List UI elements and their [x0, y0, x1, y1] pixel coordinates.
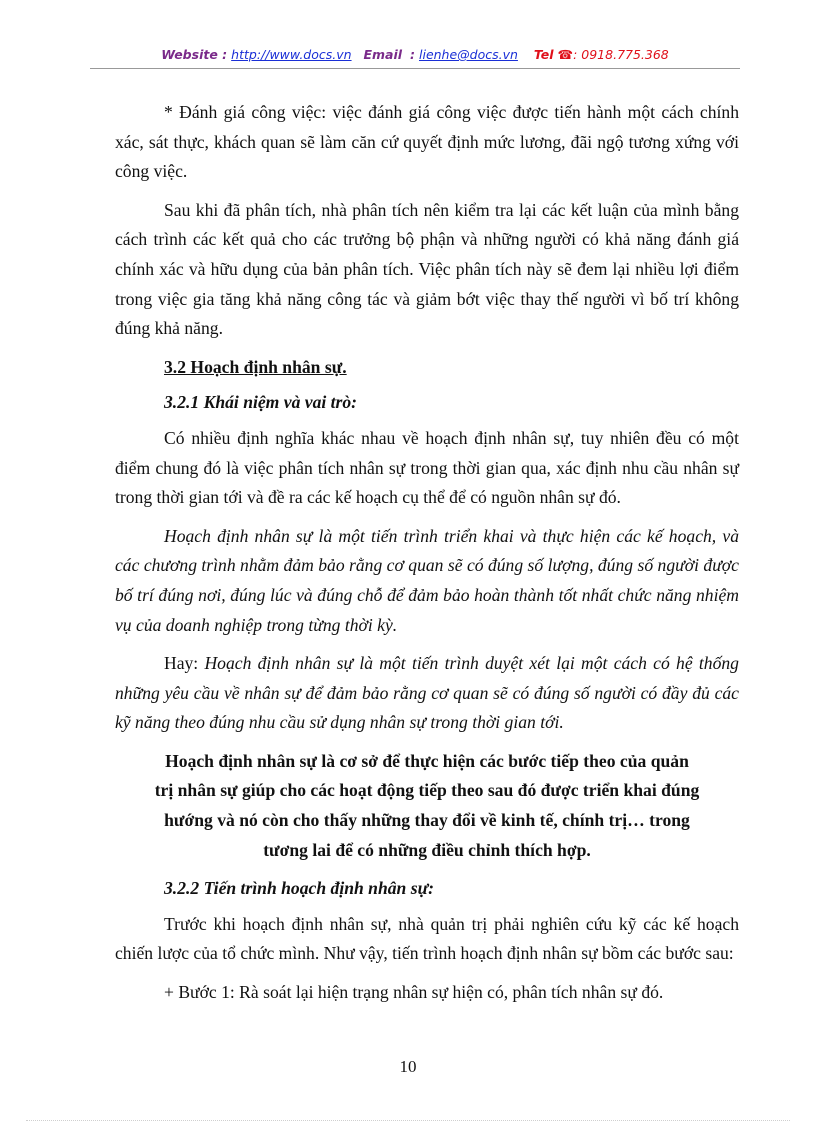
paragraph-definition-2 — [115, 649, 739, 738]
bold-summary-line: hướng và nó còn cho thấy những thay đổi về kinh tế, chính trị… trong — [164, 810, 690, 831]
page-body — [115, 98, 739, 1017]
header-divider — [90, 68, 740, 69]
subsection-heading-3-2-2: 3.2.2 Tiến trình hoạch định nhân sự: — [164, 878, 434, 899]
page-number: 10 — [399, 1057, 417, 1076]
tel-label: Tel — [533, 47, 554, 62]
paragraph-job-evaluation: * Đánh giá công việc: việc đánh giá công việc được tiến hành một cách chính xác, sát thực, khách quan sẽ làm căn cứ quyết định mức lương, đãi ngộ tương xứng với công việc. — [115, 102, 739, 182]
tel-number: : 0918.775.368 — [573, 47, 669, 62]
page-header — [90, 46, 740, 64]
website-link[interactable]: http://www.docs.vn — [231, 47, 352, 62]
bold-summary-line: tương lai để có những điều chỉnh thích hợp. — [263, 839, 591, 860]
bold-summary-line: Hoạch định nhân sự là cơ sở để thực hiện các bước tiếp theo của quản — [165, 750, 689, 771]
paragraph-step-1: + Bước 1: Rà soát lại hiện trạng nhân sự hiện có, phân tích nhân sự đó. — [164, 982, 664, 1003]
subsection-heading-3-2-1: 3.2.1 Khái niệm và vai trò: — [164, 392, 358, 413]
email-link[interactable]: lienhe@docs.vn — [419, 47, 518, 62]
paragraph-definitions: Có nhiều định nghĩa khác nhau về hoạch định nhân sự, tuy nhiên đều có một điểm chung đó là việc phân tích nhân sự trong thời gian qua, xác định nhu cầu nhân sự trong thời gian tới và đề ra các kế hoạch cụ thể để có nguồn nhân sự đó. — [115, 427, 739, 508]
paragraph-analysis-review: Sau khi đã phân tích, nhà phân tích nên kiểm tra lại các kết luận của mình bằng cách trình các kết quả cho các trưởng bộ phận và những người có khả năng đánh giá chính xác và hữu dụng của bản phân tích. Việc phân tích này sẽ đem lại nhiều lợi điểm trong việc gia tăng khả năng công tác và giảm bớt việc thay thế người vì bố trí không đúng khả năng. — [115, 199, 739, 339]
definition-text: Hoạch định nhân sự là một tiến trình duyệt xét lại một cách có hệ thống những yêu cầu về nhân sự để đảm bảo rằng cơ quan sẽ có đúng số người có đầy đủ các kỹ năng theo đúng nhu cầu sử dụng nhân sự trong thời gian tới. — [115, 653, 739, 733]
email-label: Email — [363, 47, 403, 62]
definition-lead: Hay: — [164, 653, 199, 674]
paragraph-definition-1: Hoạch định nhân sự là một tiến trình triển khai và thực hiện các kế hoạch, và các chương trình nhằm đảm bảo rằng cơ quan sẽ có đúng số lượng, đúng số người được bố trí đúng nơi, đúng lúc và đúng chỗ để đảm bảo hoàn thành tốt nhất chức năng nhiệm vụ của doanh nghiệp trong từng thời kỳ. — [115, 525, 739, 635]
footer-divider — [26, 1120, 790, 1121]
bold-summary-line: trị nhân sự giúp cho các hoạt động tiếp theo sau đó được triển khai đúng — [154, 780, 700, 801]
email-separator: : — [410, 47, 416, 62]
bold-summary — [115, 747, 739, 865]
paragraph-process-intro: Trước khi hoạch định nhân sự, nhà quản trị phải nghiên cứu kỹ các kế hoạch chiến lược của tổ chức mình. Như vậy, tiến trình hoạch định nhân sự bồm các bước sau: — [115, 913, 739, 964]
website-label: Website : — [161, 47, 228, 62]
phone-icon: ☎ — [557, 47, 574, 62]
section-heading-3-2: 3.2 Hoạch định nhân sự. — [164, 356, 347, 377]
